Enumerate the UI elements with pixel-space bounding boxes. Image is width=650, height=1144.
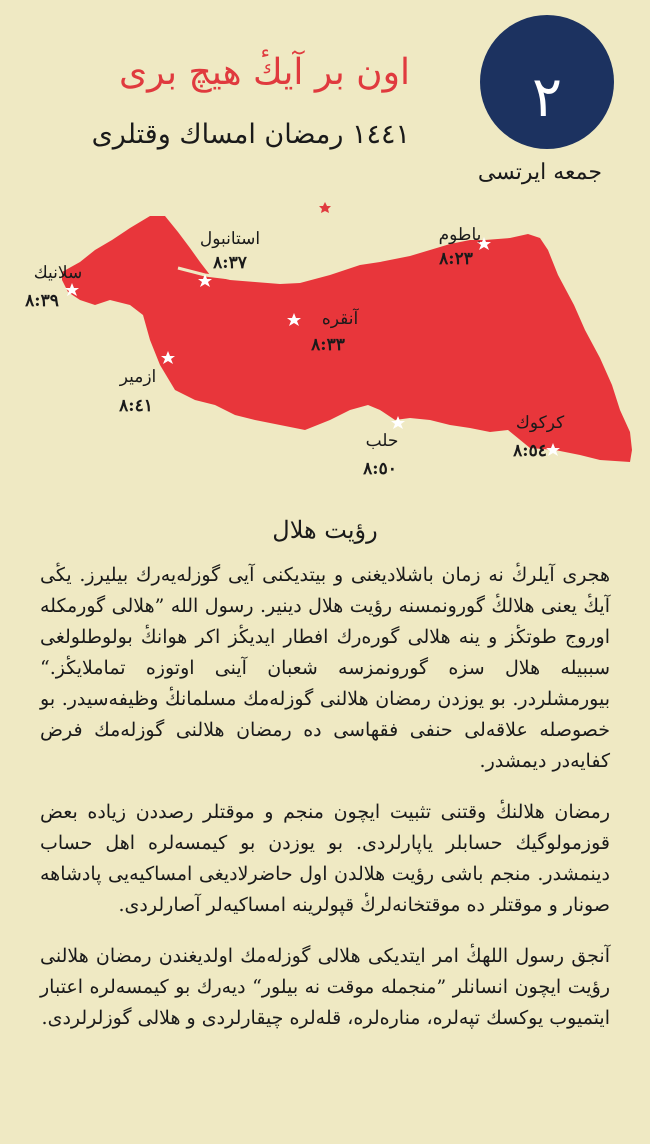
city-label-istanbul: استانبول [199, 229, 261, 249]
city-time-ankara: ٨:٣٣ [311, 335, 345, 355]
city-time-aleppo: ٨:٥٠ [363, 459, 397, 479]
city-time-batum: ٨:٢٣ [439, 249, 473, 269]
day-number: ٢ [531, 65, 563, 130]
city-time-istanbul: ٨:٣٧ [213, 253, 247, 273]
city-label-batum: باطوم [438, 225, 482, 245]
city-time-izmir: ٨:٤١ [119, 396, 153, 416]
city-label-izmir: ازمير [119, 367, 157, 387]
city-time-salonica: ٨:٣٩ [25, 291, 59, 311]
city-label-aleppo: حلب [365, 431, 399, 451]
article-paragraph: آنجق رسول اللهكٔ امر ايتديكى هلالى گوزلەمك اولديغندن رمضان هلالنى رؤيت ايچون انسانلر ”منجمله موقت نه بيلور“ ديەرك بو كيمسەلره اعتبار ايتميوب يوكسك تپەلره، منارەلره، قلەلره چيقارلردى و هلالى گوزلرلردى. [40, 945, 610, 1029]
city-label-salonica: سلانيك [33, 263, 83, 283]
article-paragraph: هجرى آيلركٔ نه زمان باشلاديغنى و بيتديكنى آيى گوزلەيەرك بيليرز. يكٔى آيكٔ يعنى هلالكٔ گورونمسنه رؤيت هلال دينير. رسول الله ”هلالى گورمكله اوروج طوتكٔز و ينه هلالى گورەرك افطار ايديكٔز اكر هوانكٔ بولوطلولغى سببيله هلال سزه گورونمزسه شعبان آينى اوتوزه تماملايكٔز.“ بيورمشلردر. بو يوزدن رمضان هلالنى گوزلەمك مسلمانكٔ وظيفەسيدر. بو خصوصله علاقەلى حنفى فقهاسى ده رمضان هلالنى گوزلەمك فرض كفايەدر ديمشدر. [40, 564, 610, 772]
article-body [40, 560, 610, 1054]
city-label-kirkuk: كركوك [515, 413, 565, 433]
crescent-star-icon [319, 198, 352, 218]
article-paragraph: رمضان هلالنكٔ وقتنى تثبيت ايچون منجم و موقتلر رصددن زياده بعض قوزمولوگيك حسابلر ياپارلردى. بو يوزدن بو كيمسەلره اهل حساب دينمشدر. منجم باشى رؤيت هلالدن اول حاضرلاديغى امساكيەيى پادشاهه صونار و موقتلر ده موقتخانەلركٔ قپولرينه امساكيەلر آصارلردى. [40, 801, 610, 916]
city-label-ankara: آنقره [321, 309, 359, 329]
page-title: اون بر آيكٔ هيچ برى [119, 52, 410, 93]
page-subtitle: ١٤٤١ رمضان امساك وقتلرى [91, 119, 410, 150]
day-name: جمعه ايرتسى [477, 160, 602, 185]
article-title: رؤيت هلال [272, 516, 378, 544]
city-time-kirkuk: ٨:٥٤ [513, 441, 547, 461]
